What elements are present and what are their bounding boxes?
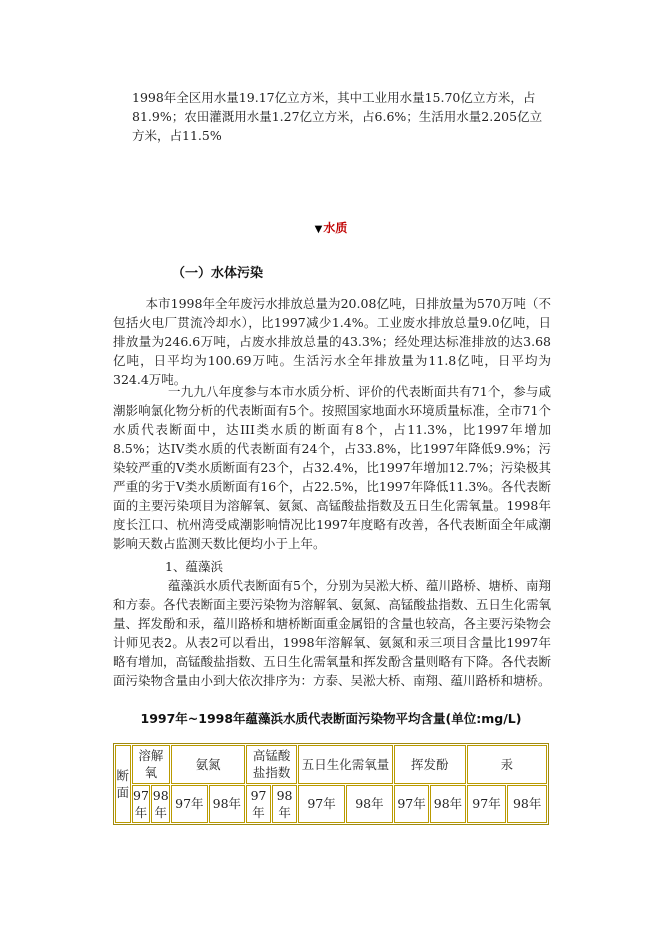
header-permanganate-index: 高锰酸盐指数 — [246, 745, 297, 784]
header-bod5: 五日生化需氧量 — [298, 745, 393, 784]
year-cell: 98年 — [346, 785, 393, 824]
paragraph-wastewater: 本市1998年全年废污水排放总量为20.08亿吨，日排放量为570万吨（不包括火电厂贯流冷却水），比1997减少1.4%。工业废水排放总量9.0亿吨，日排放量为246.6万吨，占废水排放总量的43.3%；经处理达标准排放的达3.68亿吨，日平均为100.69万吨。生活污水全年排放量为11.8亿吨，日平均为324.4万吨。 — [113, 296, 551, 387]
year-cell: 97年 — [467, 785, 507, 824]
triangle-down-icon: ▼ — [314, 224, 323, 235]
year-cell: 98年 — [151, 785, 170, 824]
section-title: 水质 — [323, 221, 348, 235]
header-mercury: 汞 — [467, 745, 547, 784]
paragraph-yunzaobang: 蕴藻浜水质代表断面有5个，分别为吴淞大桥、蕴川路桥、塘桥、南翔和方泰。各代表断面主要污染物为溶解氧、氨氮、高锰酸盐指数、五日生化需氧量、挥发酚和汞，蕴川路桥和塘桥断面重金属铅的含量也较高，各主要污染物会计师见表2。从表2可以看出，1998年溶解氧、氨氮和汞三项目含量比1997年略有增加，高锰酸盐指数、五日生化需氧量和挥发酚含量则略有下降。各代表断面污染物含量由小到大依次排序为：方泰、吴淞大桥、南翔、蕴川路桥和塘桥。 — [113, 578, 551, 688]
subheading-water-pollution: （一）水体污染 — [172, 266, 264, 281]
water-quality-heading[interactable] — [0, 219, 662, 236]
paragraph-sections-quality: 一九九八年度参与本市水质分析、评价的代表断面共有71个，参与咸潮影响氯化物分析的代表断面有5个。按照国家地面水环境质量标准，全市71个水质代表断面中，达III类水质的断面有8个，占11.3%，比1997年增加8.5%；达IV类水质的代表断面有24个，占33.8%，比1997年降低9.9%；污染较严重的V类水质断面有23个，占32.4%，比1997年增加12.7%；污染极其严重的劣于V类水质断面有16个，占22.5%，比1997年降低11.3%。各代表断面的主要污染项目为溶解氧、氨氮、高锰酸盐指数及五日生化需氧量。1998年度长江口、杭州湾受咸潮影响情况比1997年度略有改善，各代表断面全年咸潮影响天数占监测天数比便均小于上年。 — [113, 384, 551, 551]
year-cell: 98年 — [507, 785, 547, 824]
year-cell: 97年 — [171, 785, 207, 824]
header-ammonia-nitrogen: 氨氮 — [171, 745, 245, 784]
pollutant-table — [113, 743, 549, 825]
intro-paragraph: 1998年全区用水量19.17亿立方米，其中工业用水量15.70亿立方米，占81.9%；农田灌溉用水量1.27亿立方米，占6.6%；生活用水量2.205亿立方米，占11.5% — [132, 90, 543, 143]
header-dissolved-oxygen: 溶解氧 — [132, 745, 171, 784]
year-cell: 97年 — [298, 785, 345, 824]
header-volatile-phenol: 挥发酚 — [394, 745, 466, 784]
section-header-cell: 断面 — [115, 745, 131, 823]
year-cell: 98年 — [430, 785, 465, 824]
year-cell: 97年 — [132, 785, 151, 824]
year-cell: 97年 — [246, 785, 271, 824]
year-cell: 97年 — [394, 785, 429, 824]
table-year-row — [115, 785, 547, 824]
table-header-row — [115, 745, 547, 784]
river-heading: 1、蕴藻浜 — [165, 559, 223, 574]
table-caption: 1997年~1998年蕴藻浜水质代表断面污染物平均含量(单位:mg/L) — [140, 711, 522, 726]
year-cell: 98年 — [272, 785, 297, 824]
year-cell: 98年 — [209, 785, 245, 824]
